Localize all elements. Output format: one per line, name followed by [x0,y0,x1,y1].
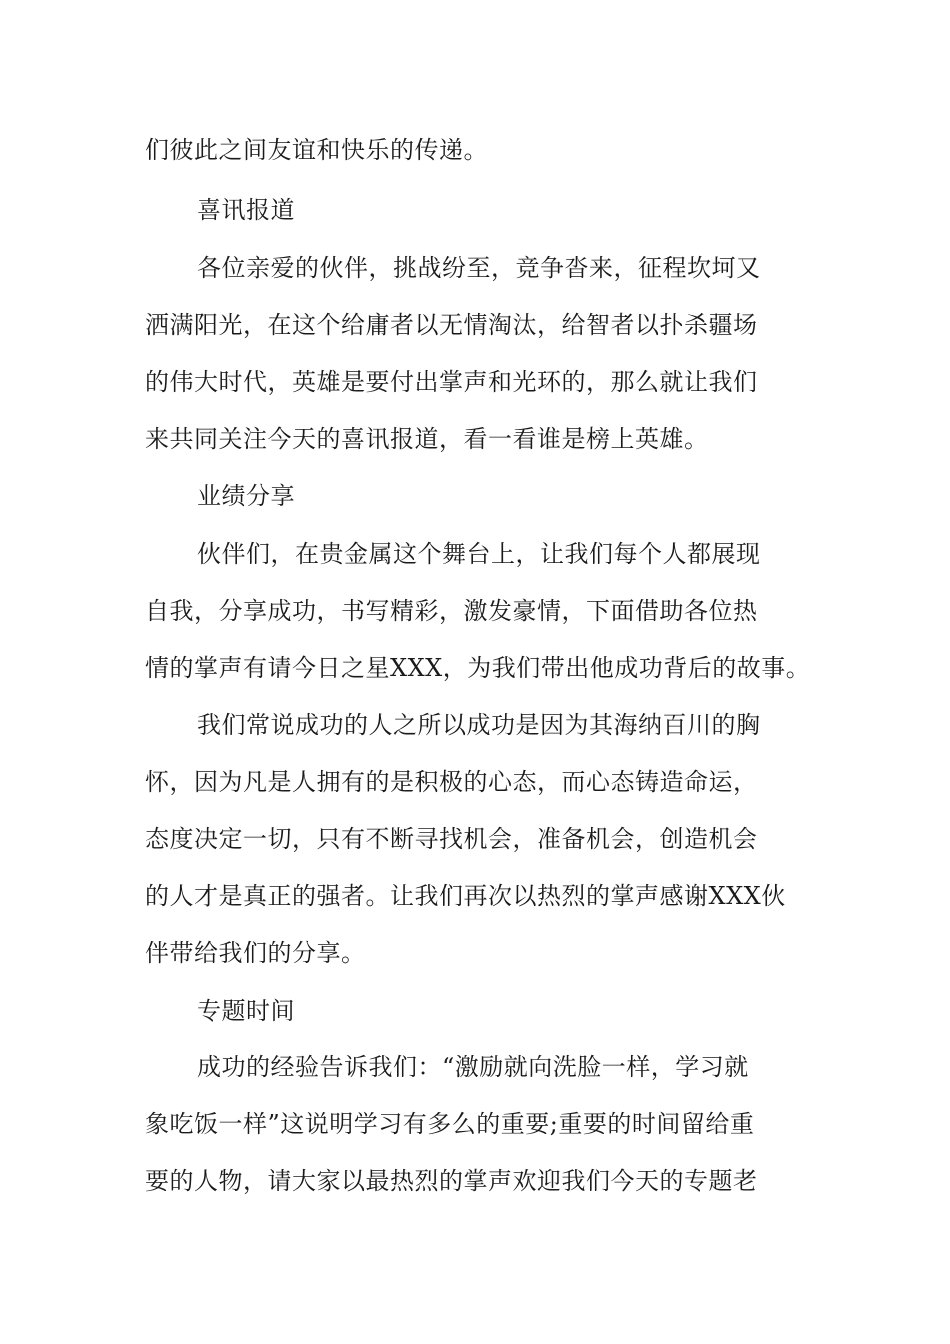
paragraph-line: 的伟大时代，英雄是要付出掌声和光环的，那么就让我们 [145,368,758,396]
section-heading-yeji: 业绩分享 [197,482,295,510]
paragraph-line: 我们常说成功的人之所以成功是因为其海纳百川的胸 [197,711,761,739]
paragraph-line: 伴带给我们的分享。 [145,939,366,967]
paragraph-line: 自我，分享成功，书写精彩，激发豪情，下面借助各位热 [145,597,758,625]
paragraph-line: 的人才是真正的强者。让我们再次以热烈的掌声感谢XXX伙 [145,882,786,910]
paragraph-line: 情的掌声有请今日之星XXX，为我们带出他成功背后的故事。 [145,654,811,682]
section-heading-zhuanti: 专题时间 [197,997,295,1025]
paragraph-line: 要的人物，请大家以最热烈的掌声欢迎我们今天的专题老 [145,1167,758,1195]
paragraph-line: 成功的经验告诉我们：“激励就向洗脸一样，学习就 [197,1053,749,1081]
section-heading-xixun: 喜讯报道 [197,196,295,224]
paragraph-line: 怀，因为凡是人拥有的是积极的心态，而心态铸造命运， [145,768,758,796]
paragraph-line: 伙伴们，在贵金属这个舞台上，让我们每个人都展现 [197,540,761,568]
paragraph-line: 洒满阳光，在这个给庸者以无情淘汰，给智者以扑杀疆场 [145,311,758,339]
paragraph-line: 来共同关注今天的喜讯报道，看一看谁是榜上英雄。 [145,425,709,453]
paragraph-line: 象吃饭一样”这说明学习有多么的重要;重要的时间留给重 [145,1110,755,1138]
paragraph-line: 各位亲爱的伙伴，挑战纷至，竞争沓来，征程坎坷又 [197,254,761,282]
paragraph-line: 们彼此之间友谊和快乐的传递。 [145,136,488,164]
paragraph-line: 态度决定一切，只有不断寻找机会，准备机会，创造机会 [145,825,758,853]
